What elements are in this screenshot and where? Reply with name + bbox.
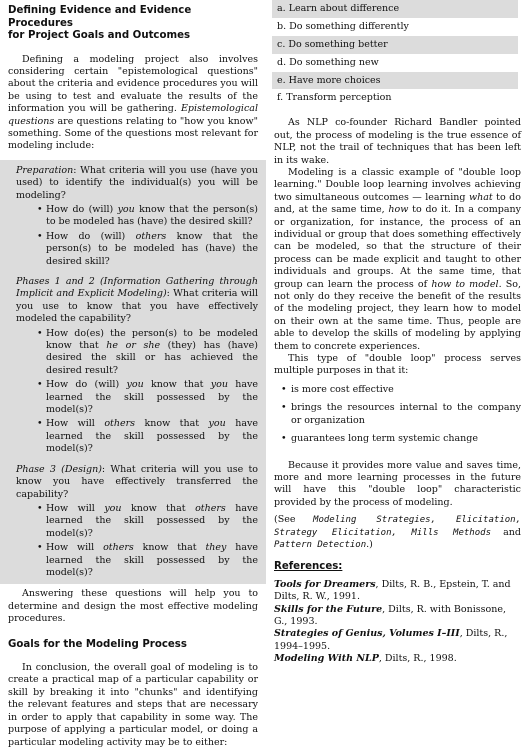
list-item: • How will others know that you have learned the skill possessed by the model(s)? (16, 418, 258, 455)
list-item: a. Learn about difference (272, 0, 518, 18)
list-item: c. Do something better (272, 36, 518, 54)
list-item: • How will others know that they have learned the skill possessed by the model(s)? (16, 542, 258, 579)
list-item: • How do (will) you know that the person(s) to be modeled has (have) the desired skill? (16, 204, 258, 229)
references-heading: References: (274, 561, 343, 573)
phases-1-2-question: Phases 1 and 2 (Information Gathering through Implicit and Explicit Modeling): What criteria will you use to know that you have effectively modeled the capability? (16, 276, 258, 325)
references (274, 561, 521, 665)
value-paragraph: Because it provides more value and saves time, more and more learning processes in the future will have this "double loop" characteristic provided by the process of modeling. (274, 459, 521, 508)
list-item: • brings the resources internal to the company or organization (274, 402, 521, 427)
reference-item: Modeling With NLP, Dilts, R., 1998. (274, 653, 457, 665)
section-heading-evidence: Defining Evidence and Evidence Procedures for Project Goals and Outcomes (8, 5, 192, 41)
list-item: d. Do something new (277, 56, 379, 68)
purpose-list (272, 0, 518, 107)
reference-item: Tools for Dreamers, Dilts, R. B., Epstein, T. and Dilts, R. W., 1991. (274, 578, 511, 603)
reference-item: Skills for the Future, Dilts, R. with Bonissone, G., 1993. (274, 603, 507, 628)
phase-3-question: Phase 3 (Design): What criteria will you use to know you have effectively transferred the capability? (16, 463, 258, 500)
list-item: • guarantees long term systemic change (274, 433, 521, 445)
preparation-question: Preparation: What criteria will you use (have you used) to identify the individual(s) you will be modeling? (16, 164, 258, 201)
questions-box (0, 160, 266, 585)
list-item: • How do(es) the person(s) to be modeled know that he or she (they) has (have) desired the skill or has achieved the desired result? (16, 328, 258, 378)
conclusion-paragraph: In conclusion, the overall goal of modeling is to create a practical map of a particular capability or skill by breaking it into "chunks" and identifying the relevant features and steps that are necessary in order to apply that capability in some way. The purpose of applying a particular model, or doing a particular modeling activity may be to either: (8, 662, 258, 748)
see-also: (See Modeling Strategies, Elicitation, Strategy Elicitation, Mills Methods and Pattern Detection.) (274, 514, 521, 550)
answering-paragraph: Answering these questions will help you to determine and design the most effective modeling procedures. (8, 588, 258, 625)
list-item: • is more cost effective (274, 384, 521, 396)
list-item: • How do (will) you know that you have learned the skill possessed by the model(s)? (16, 379, 258, 416)
purposes-list (274, 384, 521, 446)
list-item: • How do (will) others know that the person(s) to be modeled has (have) the desired skill? (16, 231, 258, 268)
list-item: e. Have more choices (272, 72, 518, 90)
list-item: b. Do something differently (277, 20, 409, 32)
intro-paragraph: Defining a modeling project also involves considering certain "epistemological questions" about the criteria and evidence procedures you will be using to test and evaluate the results of the information you will be gathering. Epistemological questions are questions relating to "how you know" something. Some of the questions most relevant for modeling include: (8, 53, 258, 152)
list-item: • How will you know that others have learned the skill possessed by the model(s)? (16, 503, 258, 540)
list-item: f. Transform perception (277, 92, 392, 104)
purposes-intro: This type of "double loop" process serves multiple purposes in that it: (274, 353, 521, 377)
section-heading-goals: Goals for the Modeling Process (8, 638, 187, 650)
double-loop-paragraph: Modeling is a classic example of "double loop learning." Double loop learning involves achieving two simultaneous outcomes — learning what to do and, at the same time, how to do it. In a company or organization, for instance, the process of an individual or group that does something effectively can be modeled, so that the structure of their process can be made explicit and taught to other individuals and groups. At the same time, that group can learn the process of how to model. So, not only do they receive the benefit of the results of the modeling project, they learn how to model on their own at the same time. Thus, people are able to develop the skills of modeling by applying them to concrete experiences. (274, 166, 522, 352)
bandler-paragraph: As NLP co-founder Richard Bandler pointed out, the process of modeling is the true essence of NLP, not the trail of techniques that has been left in its wake. (274, 117, 521, 166)
right-column (272, 0, 525, 666)
reference-item: Strategies of Genius, Volumes I–III, Dilts, R., 1994–1995. (274, 628, 508, 652)
